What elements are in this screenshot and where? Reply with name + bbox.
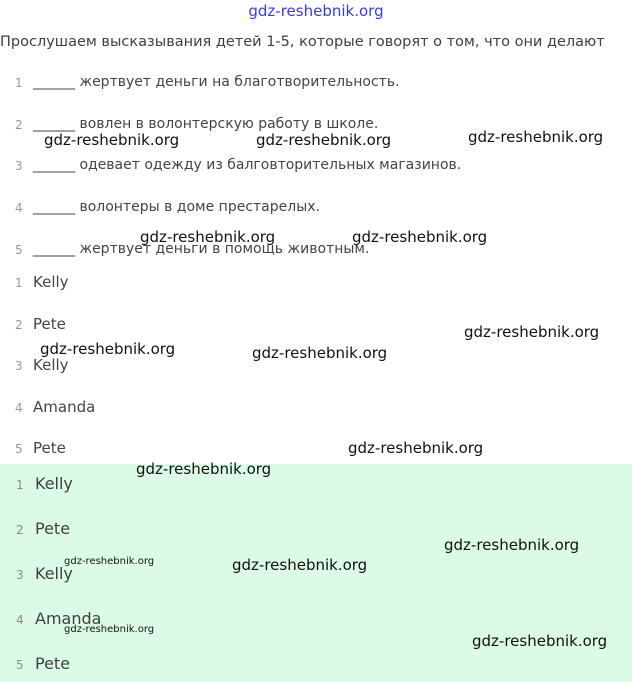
statement-number: 2 (15, 118, 23, 132)
answer-number: 2 (16, 523, 24, 537)
statement-text: ______ вовлен в волонтерскую работу в школе. (33, 116, 379, 132)
name-item: Pete (33, 315, 66, 333)
name-number: 5 (15, 442, 23, 456)
watermark: gdz-reshebnik.org (252, 344, 388, 362)
answer-number: 4 (16, 613, 24, 627)
watermark: gdz-reshebnik.org (256, 131, 392, 149)
statement-text: ______ одевает одежду из балговторительных магазинов. (33, 157, 462, 173)
watermark: gdz-reshebnik.org (472, 632, 608, 650)
watermark: gdz-reshebnik.org (136, 460, 272, 478)
name-number: 3 (15, 359, 23, 373)
watermark: gdz-reshebnik.org (40, 340, 176, 358)
answer-number: 3 (16, 568, 24, 582)
statement-text: ______ волонтеры в доме престарелых. (33, 199, 320, 215)
answer-item: Amanda (35, 609, 102, 628)
task-instruction: Прослушаем высказывания детей 1-5, которые говорят о том, что они делают (0, 34, 605, 50)
watermark: gdz-reshebnik.org (468, 128, 604, 146)
watermark: gdz-reshebnik.org (444, 536, 580, 554)
watermark-small: gdz-reshebnik.org (64, 556, 155, 567)
name-item: Kelly (33, 356, 69, 374)
answer-number: 1 (16, 478, 24, 492)
answer-item: Pete (35, 519, 71, 538)
answer-item: Kelly (35, 474, 73, 493)
name-item: Amanda (33, 398, 96, 416)
answer-number: 5 (16, 658, 24, 672)
statement-number: 1 (15, 76, 23, 90)
name-number: 1 (15, 276, 23, 290)
name-item: Pete (33, 439, 66, 457)
site-header-link[interactable]: gdz-reshebnik.org (248, 2, 384, 20)
statement-number: 3 (15, 159, 23, 173)
answer-item: Kelly (35, 564, 73, 583)
watermark: gdz-reshebnik.org (348, 439, 484, 457)
watermark: gdz-reshebnik.org (140, 228, 276, 246)
watermark-small: gdz-reshebnik.org (64, 624, 155, 635)
watermark: gdz-reshebnik.org (464, 323, 600, 341)
watermark: gdz-reshebnik.org (352, 228, 488, 246)
watermark: gdz-reshebnik.org (44, 131, 180, 149)
statement-text: ______ жертвует деньги в помощь животным. (33, 241, 370, 257)
name-item: Kelly (33, 273, 69, 291)
statement-text: ______ жертвует деньги на благотворительность. (33, 74, 400, 90)
statement-number: 4 (15, 201, 23, 215)
statement-number: 5 (15, 243, 23, 257)
name-number: 2 (15, 318, 23, 332)
answer-item: Pete (35, 654, 71, 673)
watermark: gdz-reshebnik.org (232, 556, 368, 574)
name-number: 4 (15, 401, 23, 415)
